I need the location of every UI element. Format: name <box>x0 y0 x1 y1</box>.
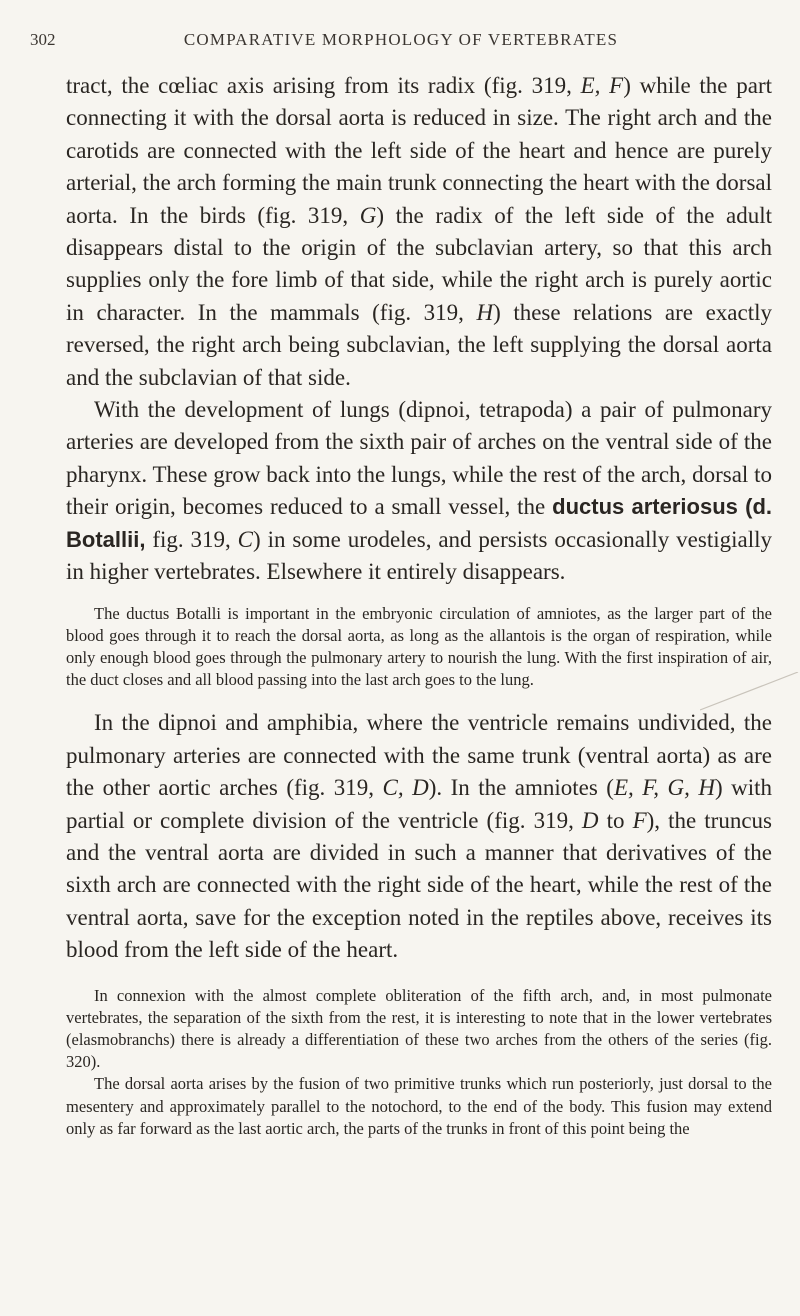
page-header <box>30 30 772 50</box>
figure-ref: E, F, G, H <box>613 775 715 801</box>
text-run: In the dipnoi and amphibia, where the ventricle remains undivided, the pulmonary arteries are connected with the same trunk (ventral aorta) as are the other aortic arches (fig. 319, <box>66 710 772 801</box>
text-run: ) in some urodeles, and persists occasionally vestigially in higher vertebrates. Elsewhere it entirely disappears. <box>66 526 772 585</box>
body-text <box>66 70 772 1140</box>
figure-ref: E, F <box>580 73 624 98</box>
small-paragraph-2: In connexion with the almost complete obliteration of the fifth arch, and, in most pulmonate vertebrates, the separation of the sixth from the rest, it is interesting to note that in the lower vertebrates (elasmobranchs) there is already a differentiation of these two arches from the others of the series (fig. 320). <box>66 985 772 1072</box>
book-page <box>30 30 772 1140</box>
page-number: 302 <box>30 30 56 49</box>
figure-ref: G <box>359 202 377 228</box>
small-paragraph-1: The ductus Botalli is important in the embryonic circulation of amniotes, as the larger part of the blood goes through it to reach the dorsal aorta, as long as the allantois is the organ of respiration, while only enough blood goes through the pulmonary artery to nourish the lung. With the first inspiration of air, the duct closes and all blood passing into the last arch goes to the lung. <box>66 603 772 690</box>
paragraph-3 <box>66 707 772 966</box>
running-title: COMPARATIVE MORPHOLOGY OF VERTEBRATES <box>183 30 619 49</box>
small-paragraph-3: The dorsal aorta arises by the fusion of two primitive trunks which run posteriorly, just dorsal to the mesentery and approximately parallel to the notochord, to the end of the body. This fusion may extend only as far forward as the last aortic arch, the parts of the trunks in front of this point being the <box>66 1074 772 1138</box>
text-run: ) these relations are exactly reversed, the right arch being subclavian, the left supplying the dorsal aorta and the subclavian of that side. <box>66 299 772 390</box>
figure-ref: D <box>581 807 599 833</box>
paragraph-1 <box>66 70 772 394</box>
text-run: tract, the cœliac axis arising from its radix (fig. 319, <box>66 73 581 98</box>
figure-ref: F <box>632 807 647 833</box>
text-run: ). In the amniotes ( <box>428 775 614 801</box>
text-run: With the development of lungs (dipnoi, tetrapoda) a pair of pulmonary arteries are developed from the sixth pair of arches on the ventral side of the pharynx. These grow back into the lungs, while the rest of the arch, dorsal to their origin, becomes reduced to a small vessel, the <box>66 397 772 520</box>
text-run: ) the radix of the left side of the adult disappears distal to the origin of the subclavian artery, so that this arch supplies only the fore limb of that side, while the right arch is purely aortic in character. In the mammals (fig. 319, <box>66 202 773 325</box>
bold-term: ductus arteriosus (d. Botallii, <box>66 494 773 552</box>
figure-ref: H <box>476 299 494 325</box>
figure-ref: C <box>237 526 254 552</box>
text-run: fig. 319, <box>145 526 238 552</box>
text-run: ) with partial or complete division of the ventricle (fig. 319, <box>66 775 773 833</box>
text-run: ) while the part connecting it with the dorsal aorta is reduced in size. The right arch and the carotids are connected with the left side of the heart and hence are purely arterial, the arch forming the main trunk connecting the heart with the dorsal aorta. In the birds (fig. 319, <box>66 73 772 228</box>
figure-ref: C, D <box>382 775 429 801</box>
text-run: ), the truncus and the ventral aorta are divided in such a manner that derivatives of the sixth arch are connected with the right side of the heart, while the rest of the ventral aorta, save for the exception noted in the reptiles above, receives its blood from the left side of the heart. <box>66 807 773 963</box>
text-run: to <box>598 807 633 833</box>
paragraph-2 <box>66 394 772 588</box>
